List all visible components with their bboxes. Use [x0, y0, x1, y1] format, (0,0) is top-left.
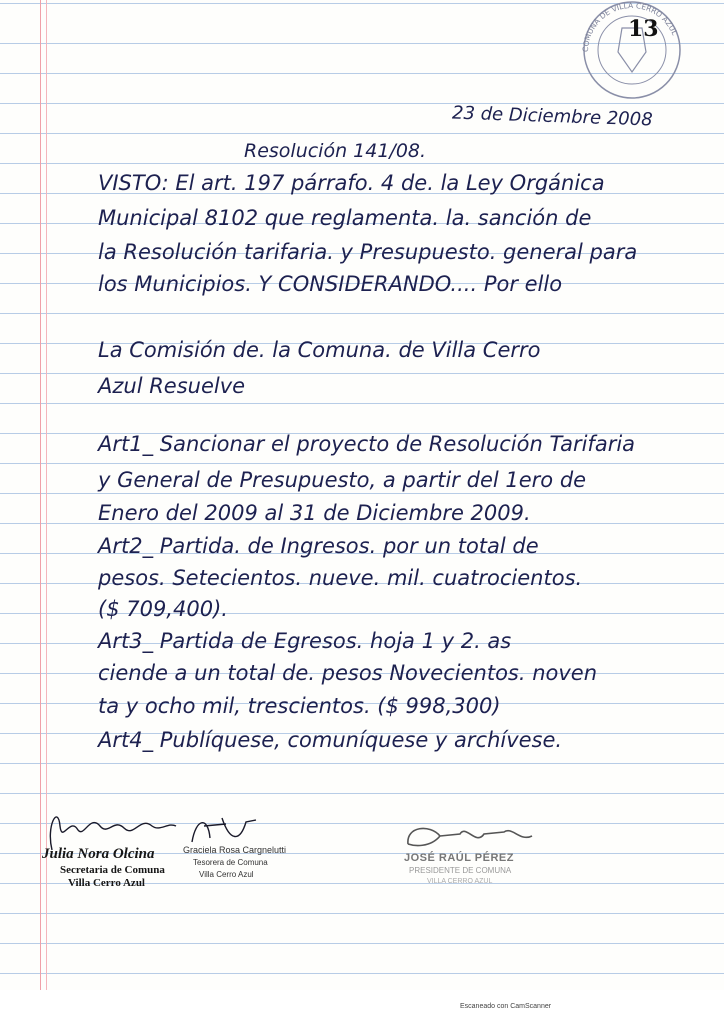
signature-scribble-treasurer — [186, 812, 266, 848]
secretary-role: Secretaria de Comuna — [60, 864, 165, 876]
treasurer-role: Tesorera de Comuna — [193, 858, 268, 867]
text-line: ciende a un total de. pesos Novecientos. noven — [98, 661, 598, 685]
document-date: 23 de Diciembre 2008 — [451, 102, 653, 131]
text-line: la Resolución tarifaria. y Presupuesto. general para — [98, 240, 638, 264]
document-title: Resolución 141/08. — [244, 140, 427, 162]
president-place: VILLA CERRO AZUL — [427, 878, 493, 885]
secretary-name: Julia Nora Olcina — [42, 846, 155, 862]
official-stamp — [574, 0, 692, 100]
text-line: y General de Presupuesto, a partir del 1ero de — [98, 468, 587, 492]
text-line: ta y ocho mil, trescientos. ($ 998,300) — [98, 694, 501, 718]
text-line: Art4_ Publíquese, comuníquese y archívese. — [98, 728, 563, 752]
secretary-place: Villa Cerro Azul — [68, 877, 145, 889]
text-line: Municipal 8102 que reglamenta. la. sanción de — [98, 206, 592, 230]
president-role: PRESIDENTE DE COMUNA — [409, 866, 512, 875]
text-line: los Municipios. Y CONSIDERANDO.... Por ello — [98, 272, 563, 296]
text-line: Art1_ Sancionar el proyecto de Resolución Tarifaria — [98, 432, 636, 456]
text-line: pesos. Setecientos. nueve. mil. cuatrocientos. — [98, 566, 583, 590]
text-line: Art2_ Partida. de Ingresos. por un total de — [98, 534, 539, 558]
text-line: VISTO: El art. 197 párrafo. 4 de. la Ley Orgánica — [98, 171, 605, 195]
text-line: Enero del 2009 al 31 de Diciembre 2009. — [98, 501, 531, 525]
president-name: JOSÉ RAÚL PÉREZ — [404, 852, 514, 864]
scanner-watermark: Escaneado con CamScanner — [460, 1003, 552, 1010]
text-line: ($ 709,400). — [98, 597, 228, 621]
stamp-text: COMUNA DE VILLA CERRO AZUL — [580, 0, 680, 53]
text-line: La Comisión de. la Comuna. de Villa Cerro — [98, 338, 541, 362]
text-line: Art3_ Partida de Egresos. hoja 1 y 2. as — [98, 629, 512, 653]
treasurer-place: Villa Cerro Azul — [199, 870, 254, 879]
text-line: Azul Resuelve — [98, 374, 246, 398]
scan-footer — [0, 990, 724, 1024]
treasurer-name: Graciela Rosa Cargnelutti — [183, 845, 287, 855]
page-number: 13 — [628, 16, 659, 42]
signature-scribble-secretary — [40, 796, 180, 852]
signature-scribble-president — [400, 820, 540, 856]
